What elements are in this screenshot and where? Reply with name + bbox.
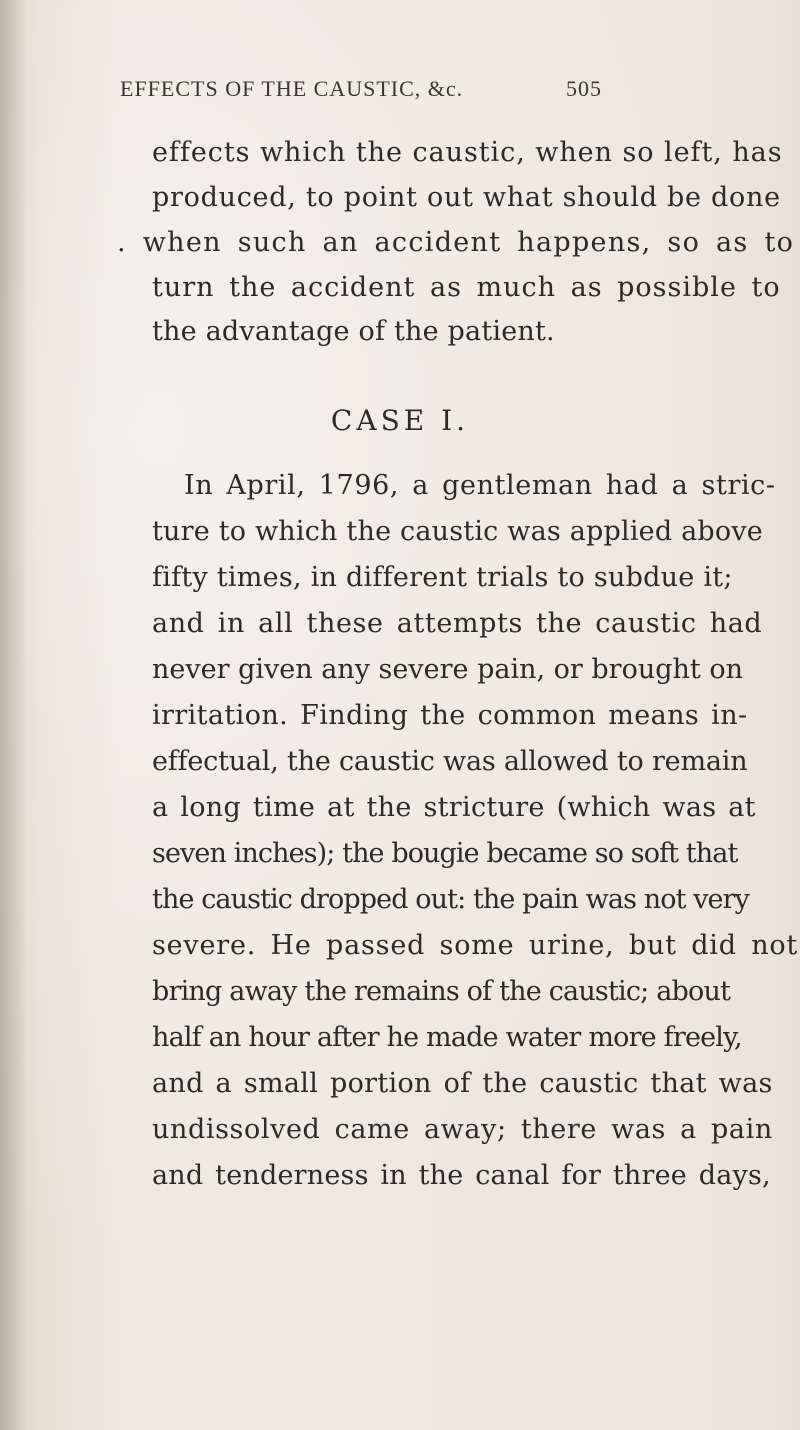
text-line: severe. He passed some urine, but did not [152, 930, 799, 961]
text-line: seven inches); the bougie became so soft that [152, 838, 738, 869]
text-line: undissolved came away; there was a pain [152, 1114, 773, 1145]
text-line: effectual, the caustic was allowed to remain [152, 746, 748, 777]
text-line: irritation. Finding the common means in- [152, 700, 748, 731]
text-line: turn the accident as much as possible to [152, 272, 781, 303]
text-line: the advantage of the patient. [152, 316, 555, 347]
text-line: and tenderness in the canal for three days, [152, 1160, 771, 1191]
page-number: 505 [566, 76, 602, 101]
text-line: half an hour after he made water more freely, [152, 1022, 742, 1053]
text-line: effects which the caustic, when so left, has [152, 137, 783, 168]
text-line: never given any severe pain, or brought on [152, 654, 743, 685]
text-line: and in all these attempts the caustic had [152, 608, 763, 639]
binding-shadow [0, 0, 28, 1430]
text-line: ture to which the caustic was applied above [152, 516, 763, 547]
text-line: produced, to point out what should be done [152, 182, 781, 213]
text-line: the caustic dropped out: the pain was not very [152, 884, 749, 915]
text-line: and a small portion of the caustic that was [152, 1068, 773, 1099]
running-head-title: EFFECTS OF THE CAUSTIC, &c. [120, 76, 464, 101]
text-line: fifty times, in different trials to subdue it; [152, 562, 733, 593]
case-heading: CASE I. [330, 404, 470, 437]
running-head [120, 76, 640, 112]
text-line: . when such an accident happens, so as to [117, 227, 795, 258]
text-line: In April, 1796, a gentleman had a stric- [184, 470, 776, 501]
text-line: a long time at the stricture (which was at [152, 792, 756, 823]
text-line: bring away the remains of the caustic; about [152, 976, 731, 1007]
